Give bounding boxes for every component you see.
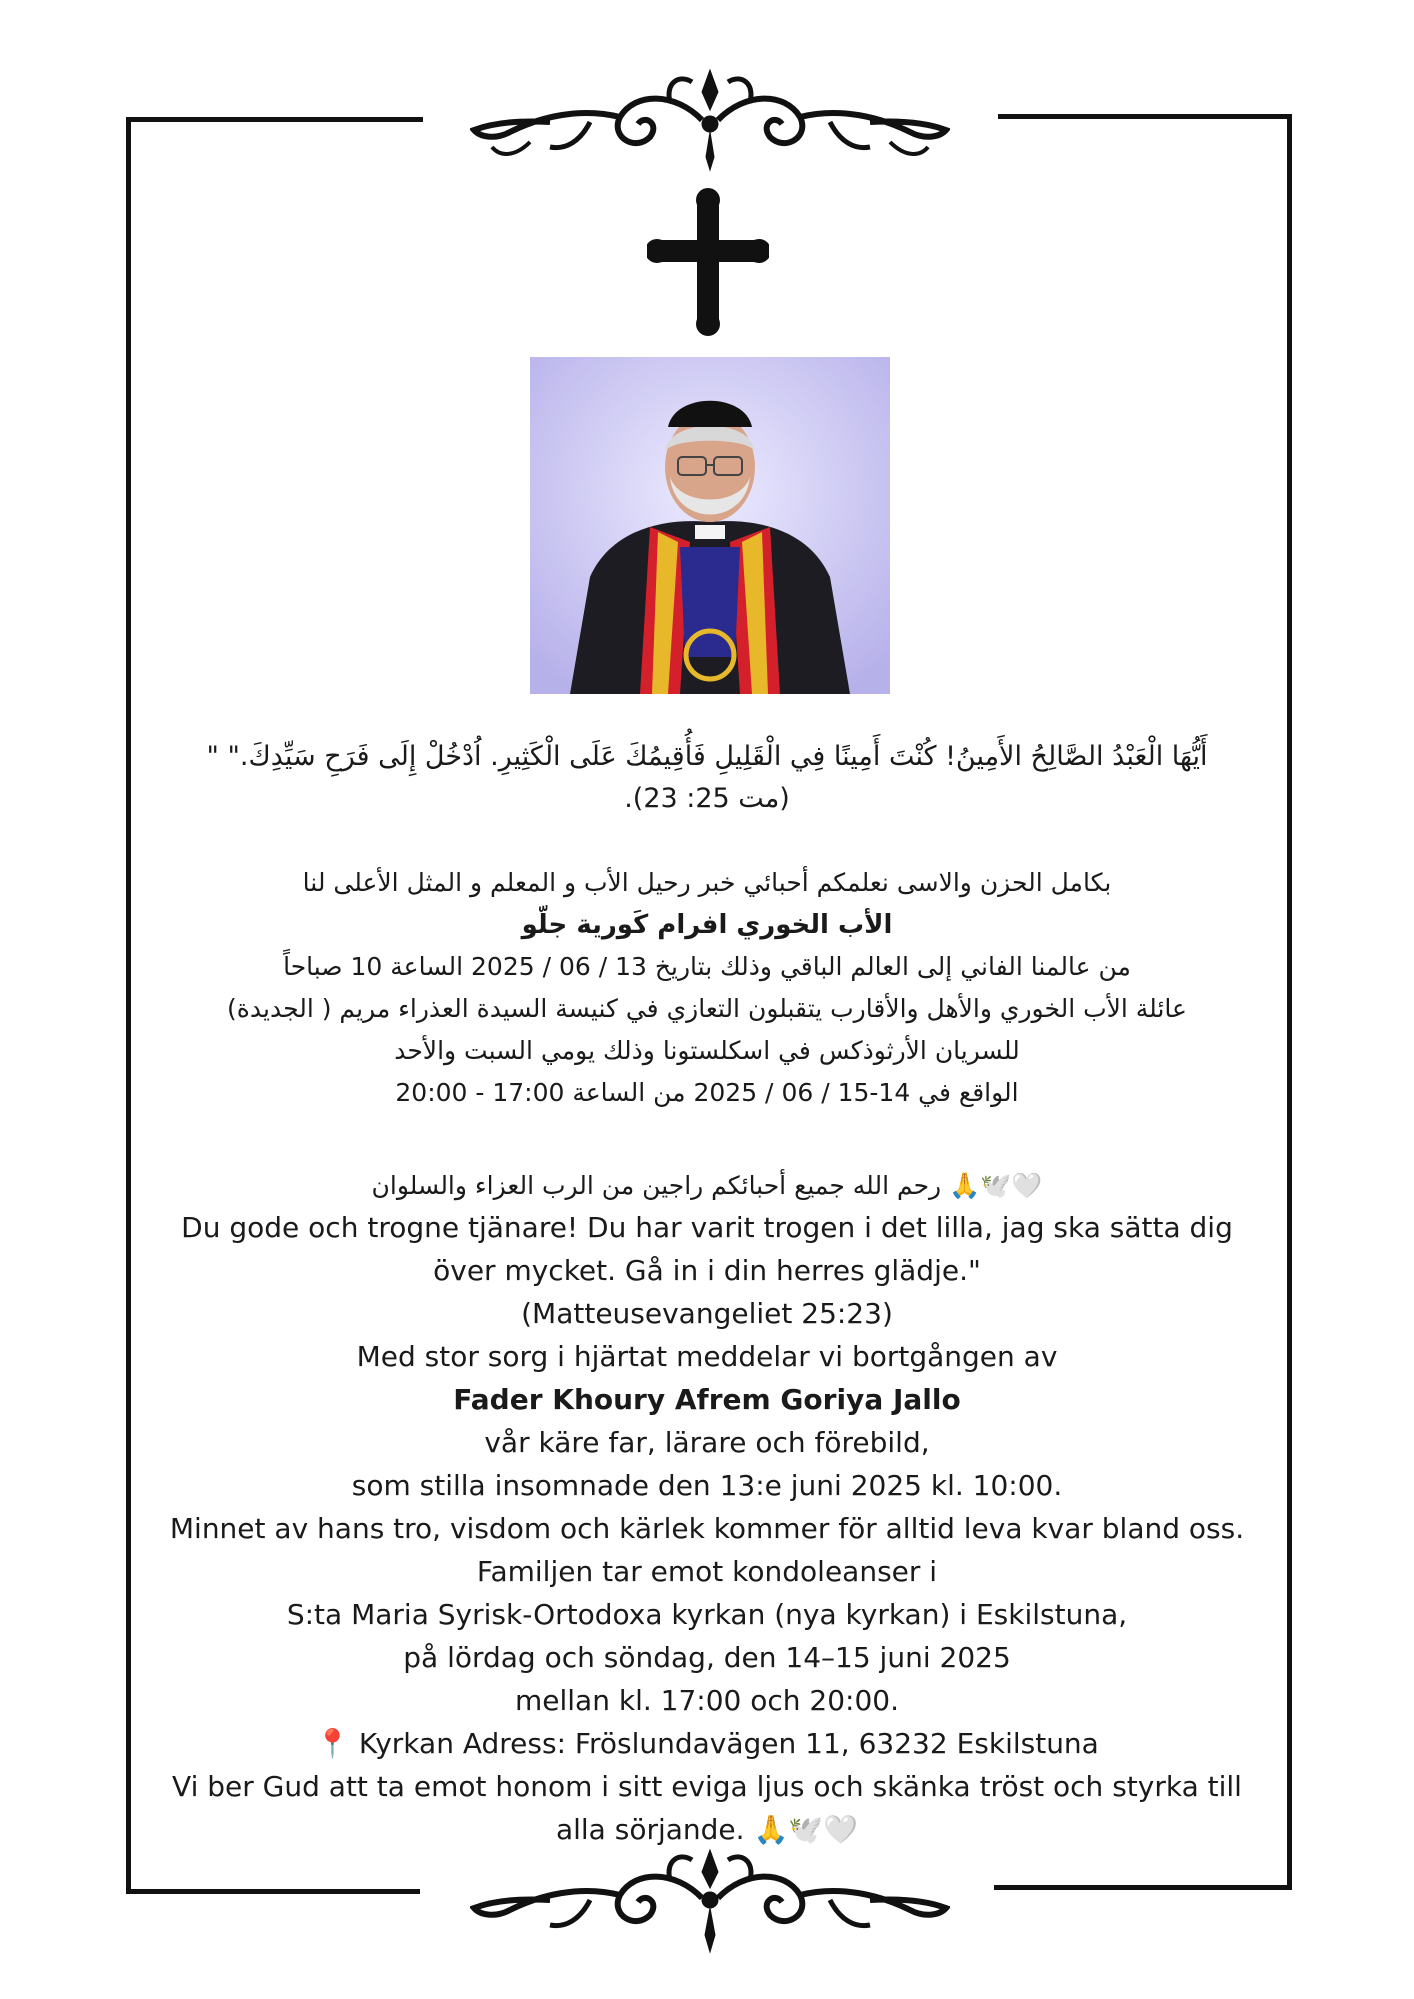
swedish-prayer-line: alla sörjande. 🙏🕊️🤍: [555, 1813, 859, 1846]
swedish-notice-line: vår käre far, lärare och förebild,: [484, 1426, 930, 1459]
frame-left: [126, 117, 131, 1894]
frame-bottom-left: [126, 1889, 420, 1894]
arabic-verse-reference: (مت 25: 23).: [624, 783, 790, 814]
swedish-notice-line: Familjen tar emot kondoleanser i: [476, 1555, 938, 1588]
church-address: 📍 Kyrkan Adress: Fröslundavägen 11, 63232 Eskilstuna: [315, 1727, 1099, 1760]
swedish-prayer-line: Vi ber Gud att ta emot honom i sitt eviga ljus och skänka tröst och styrka till: [172, 1770, 1242, 1803]
swedish-notice-line: på lördag och söndag, den 14–15 juni 2025: [403, 1641, 1011, 1674]
arabic-notice-line: من عالمنا الفاني إلى العالم الباقي وذلك بتاريخ 13 / 06 / 2025 الساعة 10 صباحاً: [283, 952, 1131, 981]
frame-right: [1287, 114, 1292, 1890]
swedish-deceased-name: Fader Khoury Afrem Goriya Jallo: [453, 1383, 961, 1416]
arabic-verse: [140, 736, 1274, 820]
frame-top-left: [126, 117, 423, 122]
swedish-notice-line: S:ta Maria Syrisk-Ortodoxa kyrkan (nya kyrkan) i Eskilstuna,: [286, 1598, 1128, 1631]
swedish-notice-line: mellan kl. 17:00 och 20:00.: [514, 1684, 899, 1717]
arabic-deceased-name: الأب الخوري افرام كَورية جلّو: [521, 910, 893, 940]
swedish-notice-line: Med stor sorg i hjärtat meddelar vi bortgången av: [356, 1340, 1058, 1373]
bottom-ornament-icon: [470, 1840, 950, 1960]
arabic-blessing: [140, 1165, 1274, 1207]
arabic-notice-line: عائلة الأب الخوري والأهل والأقارب يتقبلون التعازي في كنيسة السيدة العذراء مريم ( الجديدة): [227, 994, 1187, 1023]
arabic-verse-line: أَيُّهَا الْعَبْدُ الصَّالِحُ الأَمِينُ! كُنْتَ أَمِينًا فِي الْقَلِيلِ فَأُقِيمُكَ عَلَى الْكَثِيرِ. اُدْخُلْ إِلَى فَرَحِ سَيِّدِكَ." ": [206, 741, 1208, 772]
arabic-notice: [140, 862, 1274, 1114]
swedish-verse-line: över mycket. Gå in i din herres glädje.": [433, 1254, 981, 1287]
arabic-notice-line: للسريان الأرثوذكس في اسكلستونا وذلك يومي السبت والأحد: [394, 1036, 1020, 1065]
portrait-photo: [530, 357, 890, 694]
frame-bottom-right: [994, 1885, 1292, 1890]
swedish-verse-line: Du gode och trogne tjänare! Du har varit trogen i det lilla, jag ska sätta dig: [181, 1211, 1233, 1244]
swedish-verse-reference: (Matteusevangeliet 25:23): [521, 1297, 893, 1330]
arabic-notice-line: الواقع في 14-15 / 06 / 2025 من الساعة 17:00 - 20:00: [395, 1078, 1019, 1107]
frame-top-right: [998, 114, 1292, 119]
swedish-notice: [140, 1206, 1274, 1851]
cross-icon: [647, 188, 769, 336]
swedish-notice-line: Minnet av hans tro, visdom och kärlek kommer för alltid leva kvar bland oss.: [169, 1512, 1245, 1545]
swedish-notice-line: som stilla insomnade den 13:e juni 2025 kl. 10:00.: [351, 1469, 1063, 1502]
arabic-notice-line: بكامل الحزن والاسى نعلمكم أحبائي خبر رحيل الأب و المعلم و المثل الأعلى لنا: [302, 868, 1112, 897]
arabic-blessing-line: 🤍🕊️🙏 رحم الله جميع أحبائكم راجين من الرب العزاء والسلوان: [371, 1171, 1043, 1200]
top-ornament-icon: [470, 62, 950, 182]
